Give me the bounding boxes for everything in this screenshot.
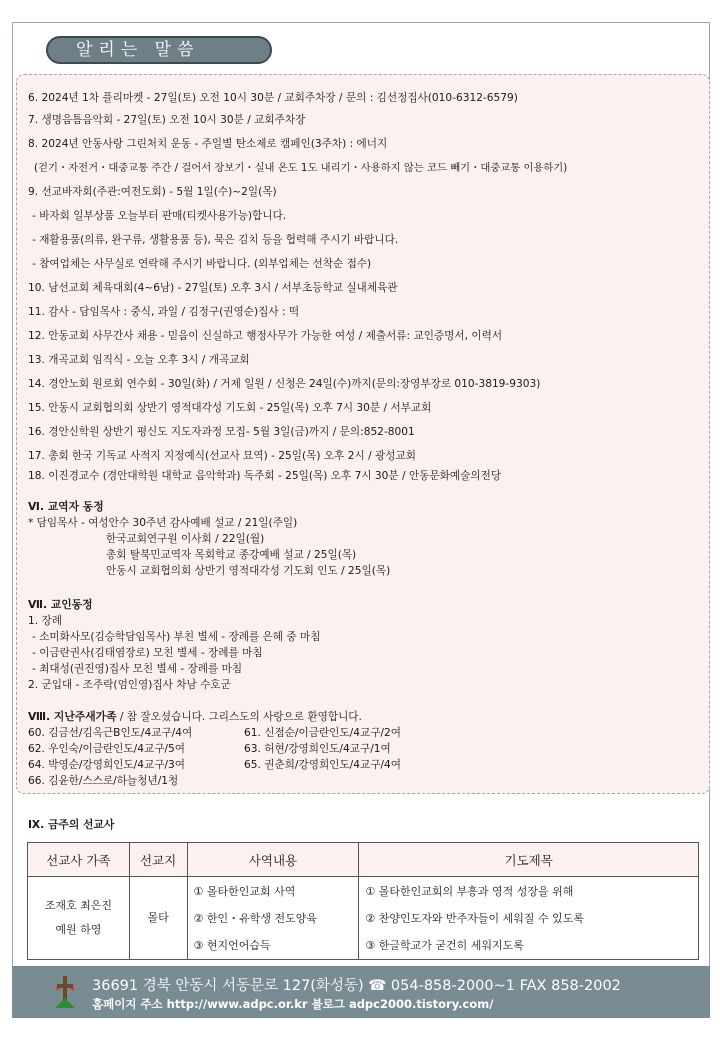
- notice-item: 11. 감사 - 담임목사 : 중식, 과일 / 김정구(권영순)집사 : 떡: [28, 306, 300, 318]
- notice-item-detail: - 참여업체는 사무실로 연락해 주시기 바랍니다. (외부업체는 선착순 접수): [32, 258, 372, 270]
- footer-bar: [12, 966, 710, 1018]
- missionary-work-item: ③ 현지언어습득: [193, 938, 271, 952]
- notice-item-detail: - 바자회 일부상품 오늘부터 판매(티켓사용가능)합니다.: [32, 210, 287, 222]
- member-line: - 최대성(권진영)집사 모친 별세 - 장례를 마침: [32, 663, 243, 675]
- notice-item: 18. 이진경교수 (경안대학원 대학교 음악학과) 독주회 - 25일(목) 오후 7시 30분 / 안동문화예술의전당: [28, 470, 502, 482]
- missionary-prayer-item: ③ 한글학교가 굳건히 세워지도록: [365, 938, 524, 952]
- notice-item: 15. 안동시 교회협의회 상반기 영적대각성 기도회 - 25일(목) 오후 7시 30분 / 서부교회: [28, 402, 432, 414]
- notice-item: 14. 경안노회 원로회 연수회 - 30일(화) / 거제 일원 / 신청은 24일(수)까지(문의:장영부장로 010-3819-9303): [28, 378, 541, 390]
- missionary-family-line: 조재호 최은진: [44, 899, 112, 912]
- missionary-header-family: 선교사 가족: [28, 843, 130, 877]
- new-family-entry: 66. 김윤한/스스로/하늘청년/1청: [28, 775, 179, 787]
- notice-item: 9. 선교바자회(주관:여전도회) - 5월 1일(수)~2일(목): [28, 186, 277, 198]
- new-family-entry: 60. 김금선/김옥근B인도/4교구/4여: [28, 727, 193, 739]
- notice-item: 7. 생명음틈음악회 - 27일(토) 오전 10시 30분 / 교회주차장: [28, 114, 306, 126]
- footer-website[interactable]: 홈페이지 주소 http://www.adpc.or.kr 블로그 adpc2000.tistory.com/: [92, 997, 494, 1011]
- missionary-header-field: 선교지: [129, 843, 187, 877]
- member-line: - 이금란권사(김태염장로) 모친 별세 - 장례를 마침: [32, 647, 263, 659]
- missionary-family: [28, 877, 130, 960]
- notice-item: 8. 2024년 안동사랑 그린처치 운동 - 주일별 탄소제로 캠페인(3주차) : 에너지: [28, 138, 388, 150]
- new-family-entry: 61. 신점순/이금란인도/4교구/2여: [244, 727, 401, 739]
- member-line: 2. 군입대 - 조주락(엄인영)집사 차남 수호군: [28, 679, 231, 691]
- notice-item-detail: (걷기・자전거・대중교통 주간 / 걸어서 장보기・실내 온도 1도 내리기・사용하지 않는 코드 빼기・대중교통 이용하기): [34, 162, 568, 174]
- missionary-work-item: ② 한인・유학생 전도양육: [193, 911, 318, 925]
- notice-item: 13. 개곡교회 임직식 - 오늘 오후 3시 / 개곡교회: [28, 354, 250, 366]
- clergy-line: 안동시 교회협의회 상반기 영적대각성 기도회 인도 / 25일(목): [106, 565, 391, 577]
- missionary-prayer-item: ② 찬양인도자와 반주자들이 세워질 수 있도록: [365, 911, 584, 925]
- new-family-entry: 63. 허현/강영희인도/4교구/1여: [244, 743, 391, 755]
- section-heading-missionary: Ⅸ. 금주의 선교사: [28, 818, 115, 831]
- missionary-table: [27, 842, 699, 960]
- new-family-intro: / 참 잘오셨습니다. 그리스도의 사랑으로 환영합니다.: [116, 711, 362, 723]
- clergy-line: 한국교회연구원 이사회 / 22일(월): [106, 533, 265, 545]
- new-family-entry: 62. 우인숙/이금란인도/4교구/5여: [28, 743, 185, 755]
- section-heading-clergy: Ⅵ. 교역자 동정: [28, 500, 104, 513]
- member-line: 1. 장례: [28, 615, 62, 627]
- notice-item: 10. 남선교회 체육대회(4~6남) - 27일(토) 오후 3시 / 서부초등학교 실내체육관: [28, 282, 398, 294]
- section-heading-new-family: Ⅷ. 지난주새가족: [28, 710, 117, 723]
- missionary-family-line: 예원 하영: [55, 923, 102, 936]
- missionary-field: 몰타: [129, 877, 187, 960]
- footer-address: 36691 경북 안동시 서동문로 127(화성동) ☎ 054-858-2000~1 FAX 858-2002: [92, 978, 621, 994]
- notice-item: 17. 총회 한국 기독교 사적지 지정예식(선교사 묘역) - 25일(목) 오후 2시 / 광성교회: [28, 450, 416, 462]
- missionary-header-prayer: 기도제목: [359, 843, 699, 877]
- notice-item: 6. 2024년 1차 플리마켓 - 27일(토) 오전 10시 30분 / 교회주차장 / 문의 : 김선정집사(010-6312-6579): [28, 92, 518, 104]
- member-line: - 소미화사모(김승학담임목사) 부친 별세 - 장례를 은혜 중 마침: [32, 631, 321, 643]
- new-family-entry: 65. 권춘희/강영희인도/4교구/4여: [244, 759, 401, 771]
- notice-item-detail: - 재활용품(의류, 완구류, 생활용품 등), 묵은 김치 등을 협력해 주시기 바랍니다.: [32, 234, 399, 246]
- notice-item: 12. 안동교회 사무간사 채용 - 믿음이 신실하고 행정사무가 가능한 여성 / 제출서류: 교인증명서, 이력서: [28, 330, 503, 342]
- church-cross-logo-icon: [52, 974, 78, 1010]
- new-family-entry: 64. 박영순/강영희인도/4교구/3여: [28, 759, 185, 771]
- clergy-line: * 담임목사 - 여성안수 30주년 감사예배 설교 / 21일(주일): [28, 517, 298, 529]
- section-title-pill: 알리는 말씀: [46, 36, 272, 64]
- clergy-line: 총회 탈북민교역자 목회학교 종강예배 설교 / 25일(목): [106, 549, 357, 561]
- missionary-work-item: ① 몰타한인교회 사역: [193, 884, 296, 898]
- new-family-heading: [28, 710, 362, 724]
- section-heading-members: Ⅶ. 교인동정: [28, 598, 93, 611]
- missionary-prayers: [359, 877, 699, 960]
- notice-item: 16. 경안신학원 상반기 평신도 지도자과정 모집- 5월 3일(금)까지 / 문의:852-8001: [28, 426, 415, 438]
- missionary-header-work: 사역내용: [187, 843, 359, 877]
- missionary-works: [187, 877, 359, 960]
- missionary-prayer-item: ① 몰타한인교회의 부흥과 영적 성장을 위해: [365, 884, 574, 898]
